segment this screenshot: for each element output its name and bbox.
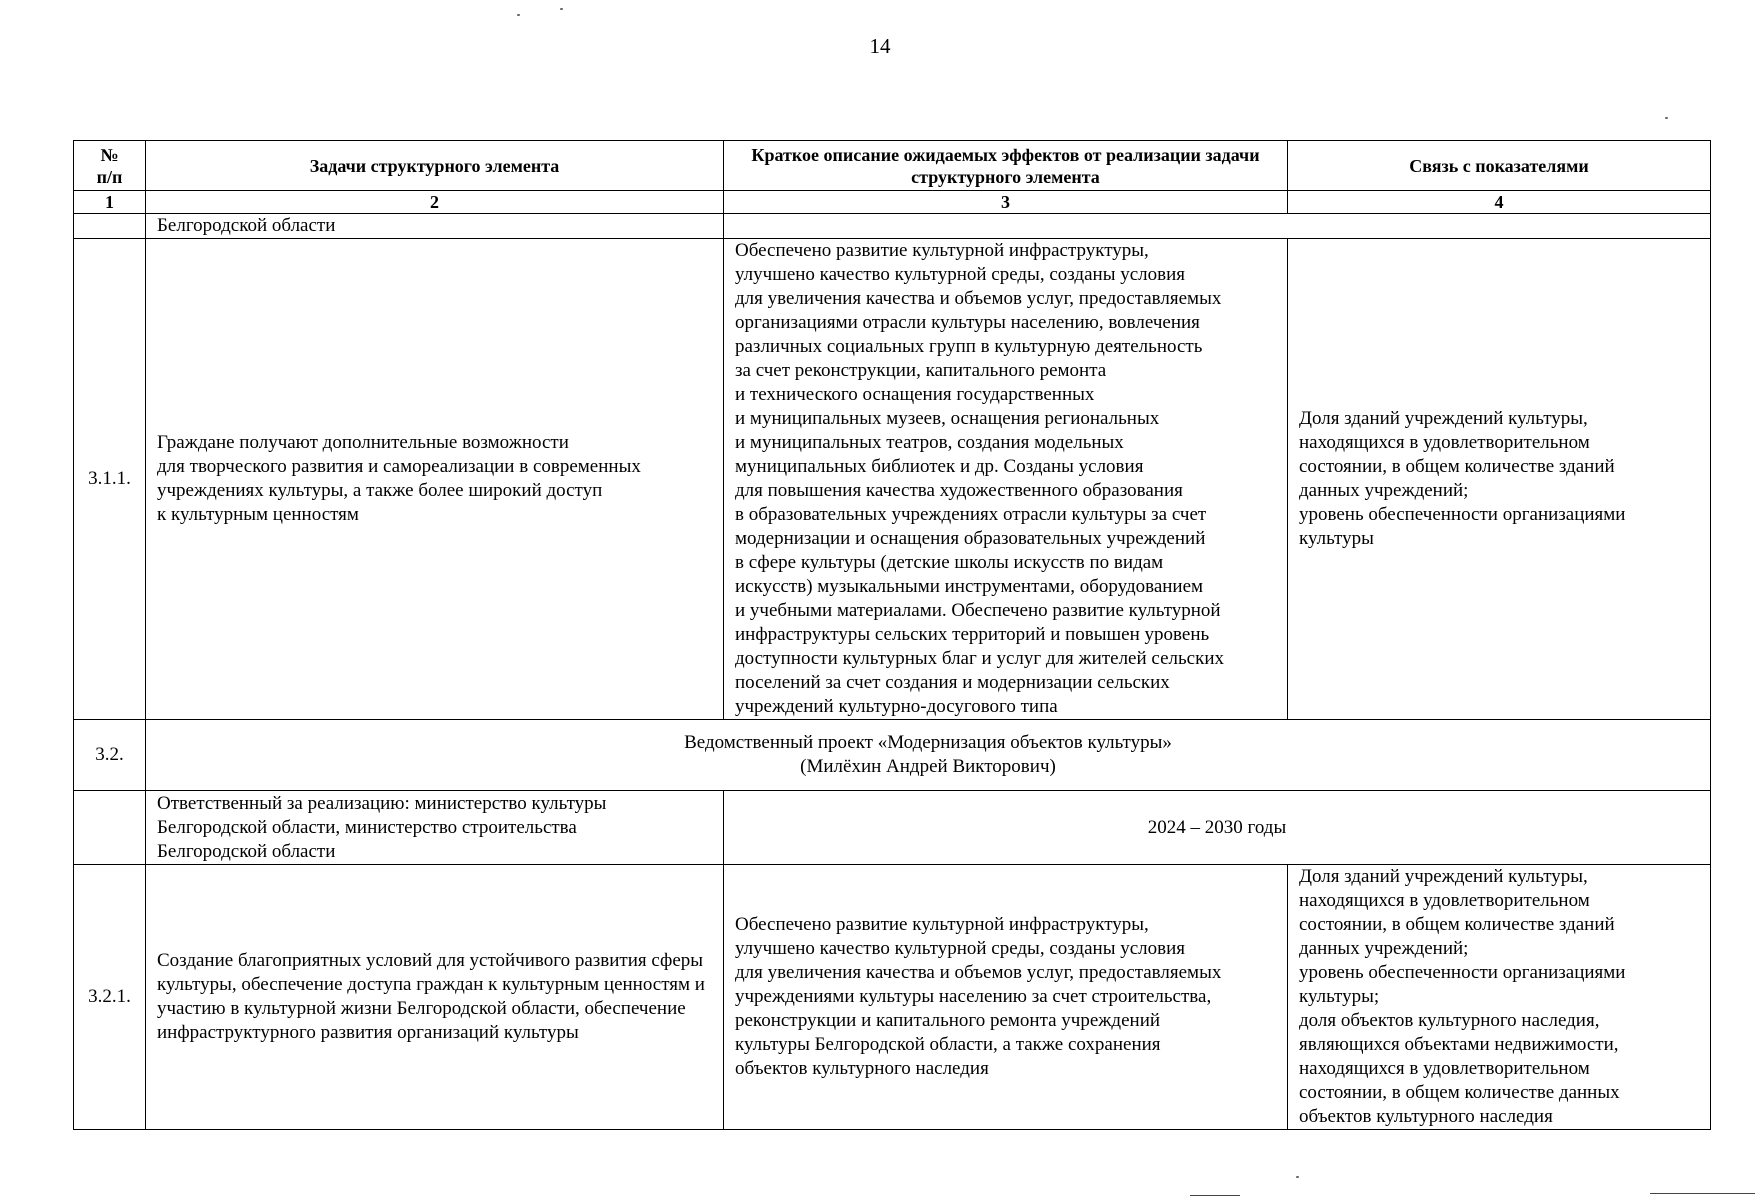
- scan-line: [1190, 1195, 1240, 1196]
- column-number-2: 2: [146, 191, 724, 214]
- scan-speck: [560, 8, 563, 10]
- region-continuation-row: [74, 214, 1711, 239]
- effects-cell: Обеспечено развитие культурной инфраструктуры, улучшено качество культурной среды, созданы условия для увеличения качества и объемов услуг, предоставляемых учреждениями культуры населению за счет строительства, реконструкции и капитального ремонта учреждений культуры Белгородской области, а также сохранения объектов культурного наследия: [724, 865, 1288, 1130]
- header-row: [74, 141, 1711, 191]
- indicators-cell: Доля зданий учреждений культуры, находящихся в удовлетворительном состоянии, в общем количестве зданий данных учреждений; уровень обеспеченности организациями культуры: [1288, 239, 1711, 720]
- effects-cell: Обеспечено развитие культурной инфраструктуры, улучшено качество культурной среды, созданы условия для увеличения качества и объемов услуг, предоставляемых организациями отрасли культуры населению, вовлечения различных социальных групп в культурную деятельность за счет реконструкции, капитального ремонта и технического оснащения государственных и муниципальных музеев, оснащения региональных и муниципальных театров, создания модельных муниципальных библиотек и др. Созданы условия для повышения качества художественного образования в образовательных учреждениях отрасли культуры за счет модернизации и оснащения образовательных учреждений в сфере культуры (детские школы искусств по видам искусств) музыкальными инструментами, оборудованием и учебными материалами. Обеспечено развитие культурной инфраструктуры сельских территорий и повышен уровень доступности культурных благ и услуг для жителей сельских поселений за счет создания и модернизации сельских учреждений культурно-досугового типа: [724, 239, 1288, 720]
- row-number: 3.2.: [74, 720, 146, 791]
- period-text: 2024 – 2030 годы: [724, 791, 1711, 865]
- region-number-cell: [74, 214, 146, 239]
- scan-speck: [517, 14, 520, 16]
- header-number: № п/п: [74, 141, 146, 191]
- column-number-3: 3: [724, 191, 1288, 214]
- header-effects: Краткое описание ожидаемых эффектов от реализации задачи структурного элемента: [724, 141, 1288, 191]
- page-number: 14: [869, 34, 891, 58]
- table-row: [74, 239, 1711, 720]
- column-number-4: 4: [1288, 191, 1711, 214]
- scan-line: [1650, 1193, 1755, 1194]
- header-indicators: Связь с показателями: [1288, 141, 1711, 191]
- row-number: 3.2.1.: [74, 865, 146, 1130]
- project-title: Ведомственный проект «Модернизация объектов культуры» (Милёхин Андрей Викторович): [146, 720, 1711, 791]
- task-cell: Создание благоприятных условий для устойчивого развития сферы культуры, обеспечение доступа граждан к культурным ценностям и участию в культурной жизни Белгородской области, обеспечение инфраструктурного развития организаций культуры: [146, 865, 724, 1130]
- row-number: 3.1.1.: [74, 239, 146, 720]
- responsible-number-cell: [74, 791, 146, 865]
- task-cell: Граждане получают дополнительные возможности для творческого развития и самореализации в современных учрежденияx культуры, а также более широкий доступ к культурным ценностям: [146, 239, 724, 720]
- indicators-cell: Доля зданий учреждений культуры, находящихся в удовлетворительном состоянии, в общем количестве зданий данных учреждений; уровень обеспеченности организациями культуры; доля объектов культурного наследия, являющихся объектами недвижимости, находящихся в удовлетворительном состоянии, в общем количестве данных объектов культурного наследия: [1288, 865, 1711, 1130]
- scan-speck: [1296, 1176, 1299, 1178]
- responsible-row: [74, 791, 1711, 865]
- structural-elements-table: [73, 140, 1711, 1130]
- region-text: Белгородской области: [146, 214, 724, 239]
- column-number-1: 1: [74, 191, 146, 214]
- region-empty-cell: [724, 214, 1711, 239]
- table-row: [74, 865, 1711, 1130]
- scan-speck: [1665, 117, 1668, 119]
- header-tasks: Задачи структурного элемента: [146, 141, 724, 191]
- responsible-text: Ответственный за реализацию: министерство культуры Белгородской области, министерство строительства Белгородской области: [146, 791, 724, 865]
- column-number-row: [74, 191, 1711, 214]
- project-row: [74, 720, 1711, 791]
